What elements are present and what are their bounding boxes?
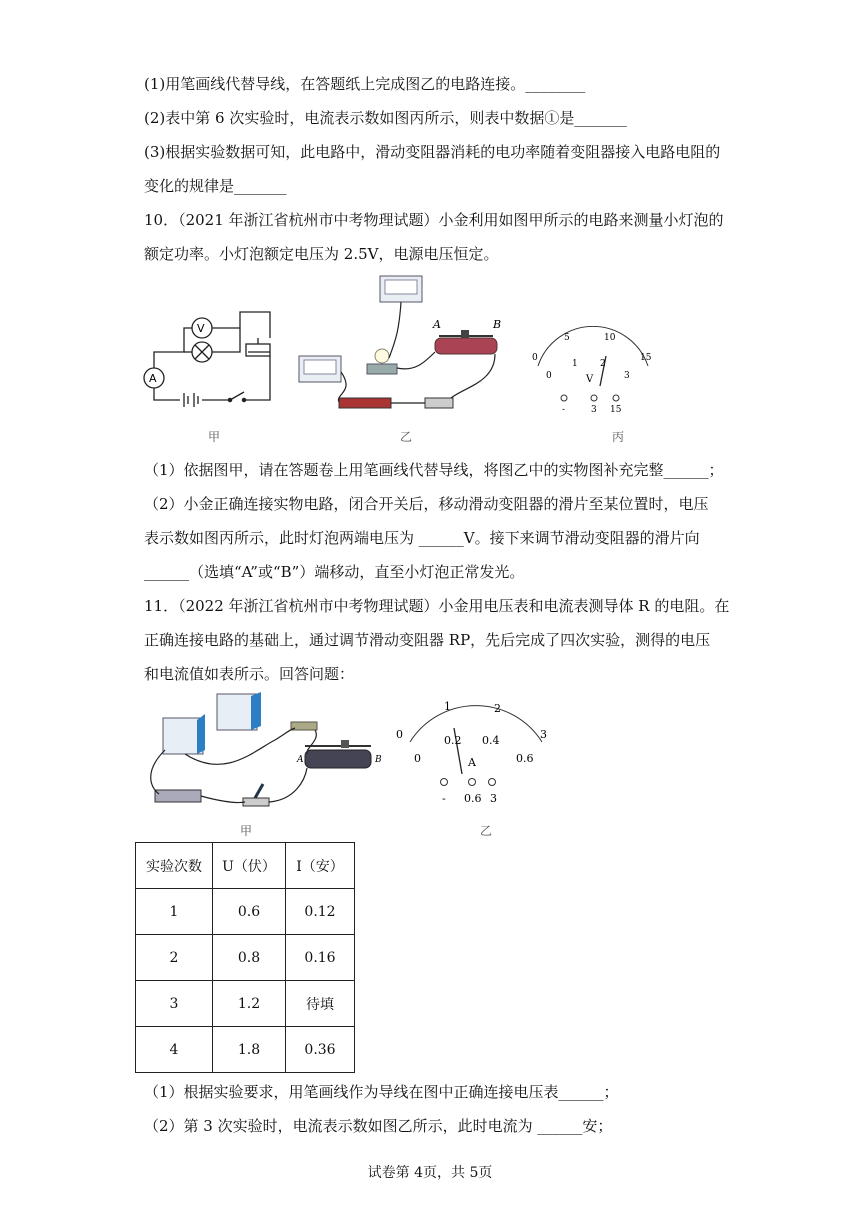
v-bottom-3: 3 — [624, 371, 630, 381]
a-bottom-02: 0.2 — [444, 734, 462, 747]
table-row — [136, 1027, 355, 1073]
q10-sub1: （1）依据图甲，请在答题卷上用笔画线代替导线，将图乙中的实物图补充完整______； — [144, 461, 724, 479]
v-terminal-3: 3 — [591, 405, 597, 415]
a-top-2: 2 — [494, 702, 501, 715]
a-top-3: 3 — [540, 728, 547, 741]
table-cell: 0.12 — [286, 889, 355, 935]
page-footer: 试卷第 4页，共 5页 — [367, 1165, 493, 1181]
q10-sub2-line2: 表示数如图丙所示，此时灯泡两端电压为 ______V。接下来调节滑动变阻器的滑片向 — [144, 529, 700, 547]
q11-ammeter-dial — [392, 700, 562, 810]
q11-heading-line1: 11．（2022 年浙江省杭州市中考物理试题）小金用电压表和电流表测导体 R 的电阻。在 — [144, 597, 730, 615]
q10-heading-line1: 10．（2021 年浙江省杭州市中考物理试题）小金利用如图甲所示的电路来测量小灯泡的 — [144, 211, 724, 229]
svg-text:A: A — [297, 755, 304, 765]
q11-data-table — [135, 842, 355, 1073]
q10-voltmeter-dial — [528, 326, 658, 416]
a-bottom-0: 0 — [414, 752, 421, 765]
v-bottom-2: 2 — [600, 359, 606, 369]
ammeter-symbol: A — [149, 372, 157, 385]
a-bottom-06: 0.6 — [516, 752, 534, 765]
table-header-voltage: U（伏） — [213, 843, 286, 889]
table-row — [136, 935, 355, 981]
table-cell: 2 — [136, 935, 213, 981]
table-cell: 1 — [136, 889, 213, 935]
a-top-1: 1 — [444, 700, 451, 713]
table-cell: 4 — [136, 1027, 213, 1073]
q11-heading-line3: 和电流值如表所示。回答问题： — [144, 665, 355, 683]
q10-circuit-diagram — [140, 300, 290, 420]
a-top-0: 0 — [396, 728, 403, 741]
q11-sub2: （2）第 3 次实验时，电流表示数如图乙所示，此时电流为 ______安； — [144, 1117, 613, 1135]
q11-fig-label-yi: 乙 — [480, 824, 493, 838]
table-cell: 0.36 — [286, 1027, 355, 1073]
q9-part1: (1)用笔画线代替导线，在答题纸上完成图乙的电路连接。________ — [144, 75, 586, 93]
rheostat-end-b: B — [493, 318, 502, 331]
q10-physical-circuit — [295, 272, 515, 422]
v-terminal-neg: - — [562, 405, 566, 415]
a-terminal-3: 3 — [490, 792, 497, 805]
q10-fig-label-jia: 甲 — [208, 430, 221, 444]
table-row — [136, 981, 355, 1027]
v-bottom-0: 0 — [546, 371, 552, 381]
table-header-row — [136, 843, 355, 889]
q9-part3-line1: (3)根据实验数据可知，此电路中，滑动变阻器消耗的电功率随着变阻器接入电路电阻的 — [144, 143, 721, 161]
table-cell: 3 — [136, 981, 213, 1027]
v-top-5: 5 — [564, 333, 570, 343]
table-cell: 待填 — [286, 981, 355, 1027]
q9-part2: (2)表中第 6 次实验时，电流表示数如图丙所示，则表中数据①是_______ — [144, 109, 627, 127]
v-terminal-15: 15 — [610, 405, 622, 415]
v-bottom-1: 1 — [572, 359, 578, 369]
q10-sub2-line3: ______（选填“A”或“B”）端移动，直至小灯泡正常发光。 — [144, 563, 525, 581]
q10-sub2-line1: （2）小金正确连接实物电路，闭合开关后，移动滑动变阻器的滑片至某位置时，电压 — [144, 495, 709, 513]
table-cell: 1.8 — [213, 1027, 286, 1073]
v-top-15: 15 — [640, 353, 652, 363]
q10-fig-label-yi: 乙 — [400, 430, 413, 444]
a-unit: A — [468, 756, 476, 769]
a-bottom-04: 0.4 — [482, 734, 500, 747]
a-terminal-neg: - — [442, 792, 446, 805]
q11-fig-label-jia: 甲 — [240, 824, 253, 838]
q9-part3-line2: 变化的规律是_______ — [144, 177, 287, 195]
svg-text:B: B — [375, 755, 382, 765]
q11-heading-line2: 正确连接电路的基础上，通过调节滑动变阻器 RP，先后完成了四次实验，测得的电压 — [144, 631, 711, 649]
v-top-10: 10 — [604, 333, 616, 343]
q11-physical-circuit — [145, 690, 395, 820]
q10-heading-line2: 额定功率。小灯泡额定电压为 2.5V，电源电压恒定。 — [144, 245, 499, 263]
v-top-0: 0 — [532, 353, 538, 363]
table-cell: 0.8 — [213, 935, 286, 981]
table-cell: 1.2 — [213, 981, 286, 1027]
table-row — [136, 889, 355, 935]
table-cell: 0.16 — [286, 935, 355, 981]
v-unit: V — [586, 374, 594, 385]
table-header-current: I（安） — [286, 843, 355, 889]
rheostat-end-a: A — [433, 318, 441, 331]
a-terminal-06: 0.6 — [464, 792, 482, 805]
voltmeter-symbol: V — [197, 322, 205, 335]
table-header-trial: 实验次数 — [136, 843, 213, 889]
q11-sub1: （1）根据实验要求，用笔画线作为导线在图中正确连接电压表______； — [144, 1083, 619, 1101]
table-cell: 0.6 — [213, 889, 286, 935]
q10-fig-label-bing: 丙 — [612, 430, 625, 444]
